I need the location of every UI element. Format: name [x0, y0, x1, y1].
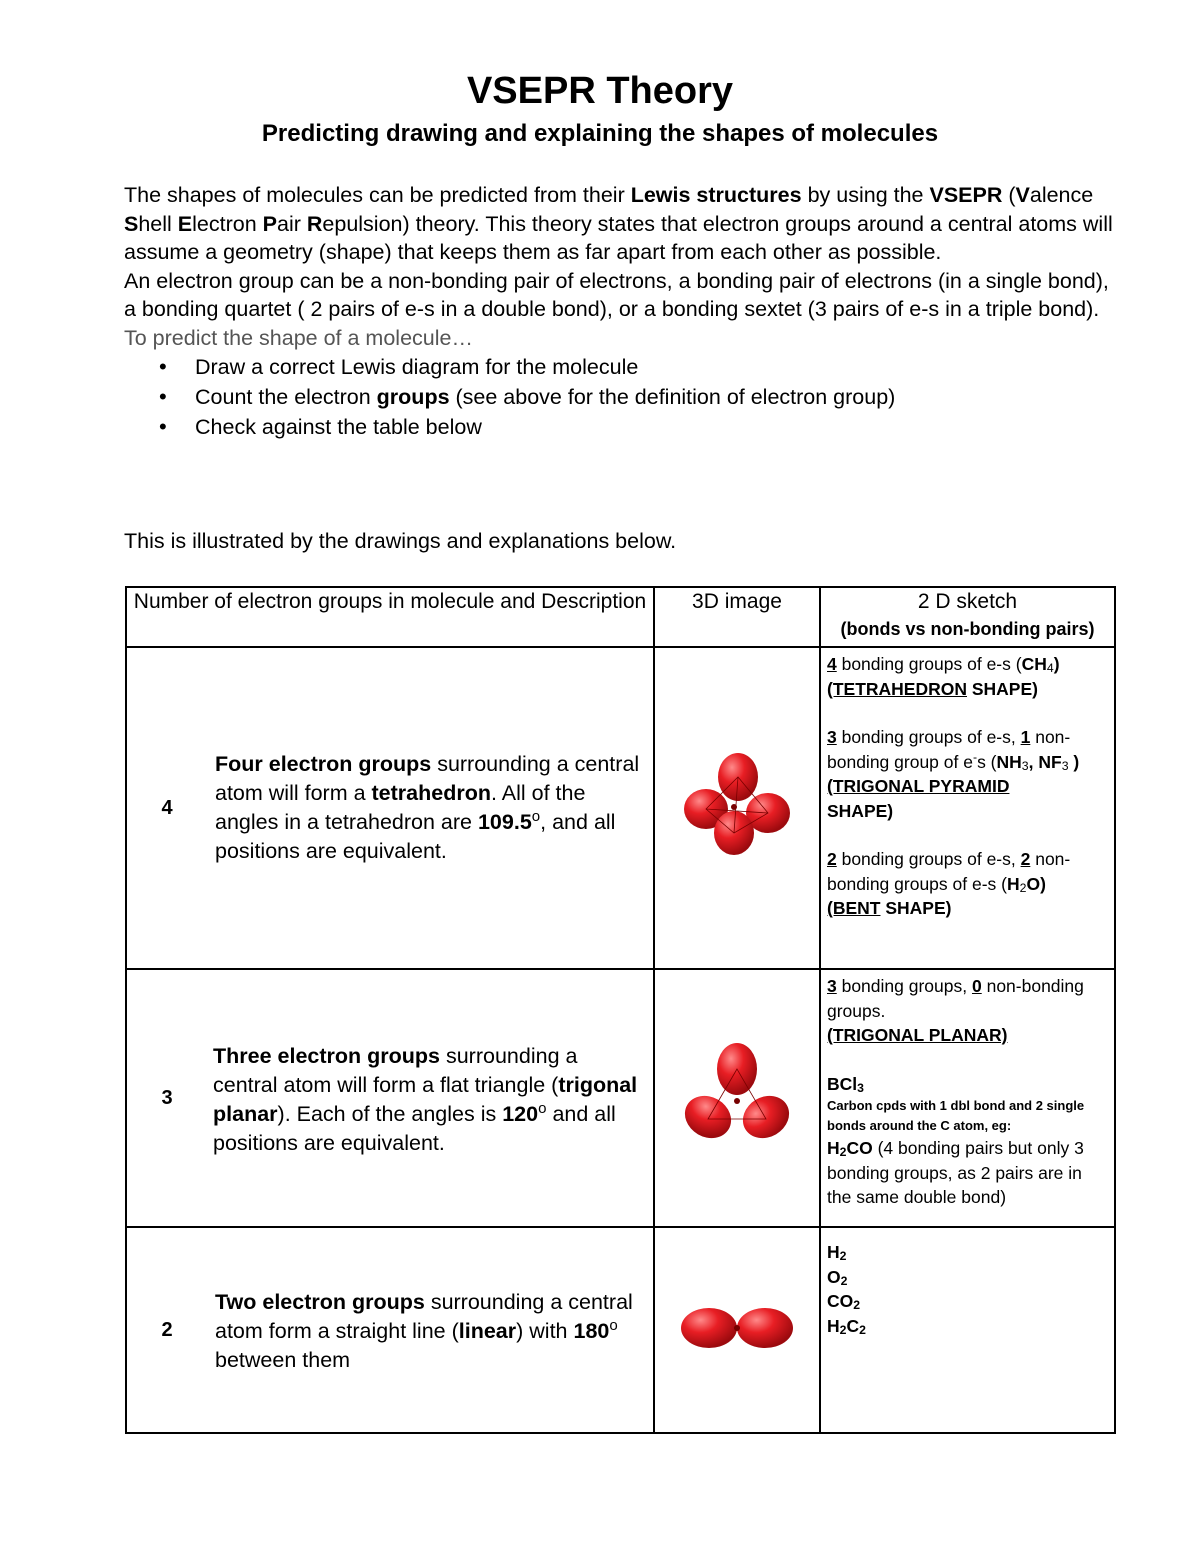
tetrahedral-orbital-model [654, 647, 820, 969]
illustrated-note: This is illustrated by the drawings and explanations below. [124, 529, 677, 553]
linear-orbital-image [677, 1298, 797, 1358]
page-subtitle: Predicting drawing and explaining the shapes of molecules [261, 120, 939, 147]
trigonal-planar-orbital-image [682, 1041, 792, 1151]
linear-orbital-model [654, 1227, 820, 1433]
row-description [126, 969, 654, 1227]
intro-section [124, 181, 1114, 442]
tetrahedral-orbital-image [682, 751, 792, 861]
group-count: 3 [161, 1086, 173, 1109]
list-item: • Check against the table below [195, 412, 1114, 442]
row-description [126, 647, 654, 969]
group-count: 2 [161, 1318, 173, 1341]
sketch-cell-2: $H_2$ $O_2$ $CO_2$ $H_2C_2$ [820, 1227, 1115, 1433]
description-text: Two electron groups surrounding a central atom form a straight line (linear) with 180$^o$ between them [215, 1290, 633, 1372]
sketch-cell-3: 3 bonding groups, 0 non-bonding groups. (TRIGONAL PLANAR) BCl$_3$ Carbon cpds with 1 dbl bond and 2 single bonds around the C atom, eg: $H_2CO$ (4 bonding pairs but only 3 bonding groups, as 2 pairs are in the same double bond) [820, 969, 1115, 1227]
intro-paragraph-2: An electron group can be a non-bonding pair of electrons, a bonding pair of electrons (in a single bond), a bonding quartet ( 2 pairs of e-s in a double bond), or a bonding sextet (3 pairs of e-s in a triple bond). [124, 268, 1109, 321]
header-3d-image: 3D image [654, 587, 820, 647]
table-row [126, 969, 1115, 1227]
description-text: Three electron groups surrounding a central atom will form a flat triangle (trigonal planar). Each of the angles is 120$^o$ and all positions are equivalent. [213, 1044, 638, 1155]
description-text: Four electron groups surrounding a central atom will form a tetrahedron. All of the angles in a tetrahedron are 109.5$^o$, and all positions are equivalent. [215, 752, 640, 863]
page-title: VSEPR Theory [466, 70, 734, 112]
intro-paragraph-3: To predict the shape of a molecule… [124, 325, 473, 350]
list-item: • Draw a correct Lewis diagram for the molecule [195, 352, 1114, 382]
sketch-cell-4: 4 bonding groups of e-s $(CH_4)$ (TETRAHEDRON SHAPE) 3 bonding groups of e-s, 1 non-bonding group of e-s ($NH_3$, $NF_3$ ) (TRIGONAL PYRAMID SHAPE) 2 bonding groups of e-s, 2 non-bonding groups of e-s $(H_2O)$ (BENT SHAPE) [820, 647, 1115, 969]
row-description [126, 1227, 654, 1433]
trigonal-planar-orbital-model [654, 969, 820, 1227]
table-row [126, 1227, 1115, 1433]
group-count: 4 [161, 796, 173, 819]
table-header-row [126, 587, 1115, 647]
header-2d-sketch: 2 D sketch (bonds vs non-bonding pairs) [820, 587, 1115, 647]
header-description: Number of electron groups in molecule and Description [126, 587, 654, 647]
vsepr-table [125, 586, 1116, 1434]
steps-list [124, 352, 1114, 442]
table-row [126, 647, 1115, 969]
list-item: • Count the electron groups (see above for the definition of electron group) [195, 382, 1114, 412]
intro-paragraph-1: The shapes of molecules can be predicted from their Lewis structures by using the VSEPR (Valence Shell Electron Pair Repulsion) theory. This theory states that electron groups around a central atoms will assume a geometry (shape) that keeps them as far apart from each other as possible. [124, 183, 1113, 264]
